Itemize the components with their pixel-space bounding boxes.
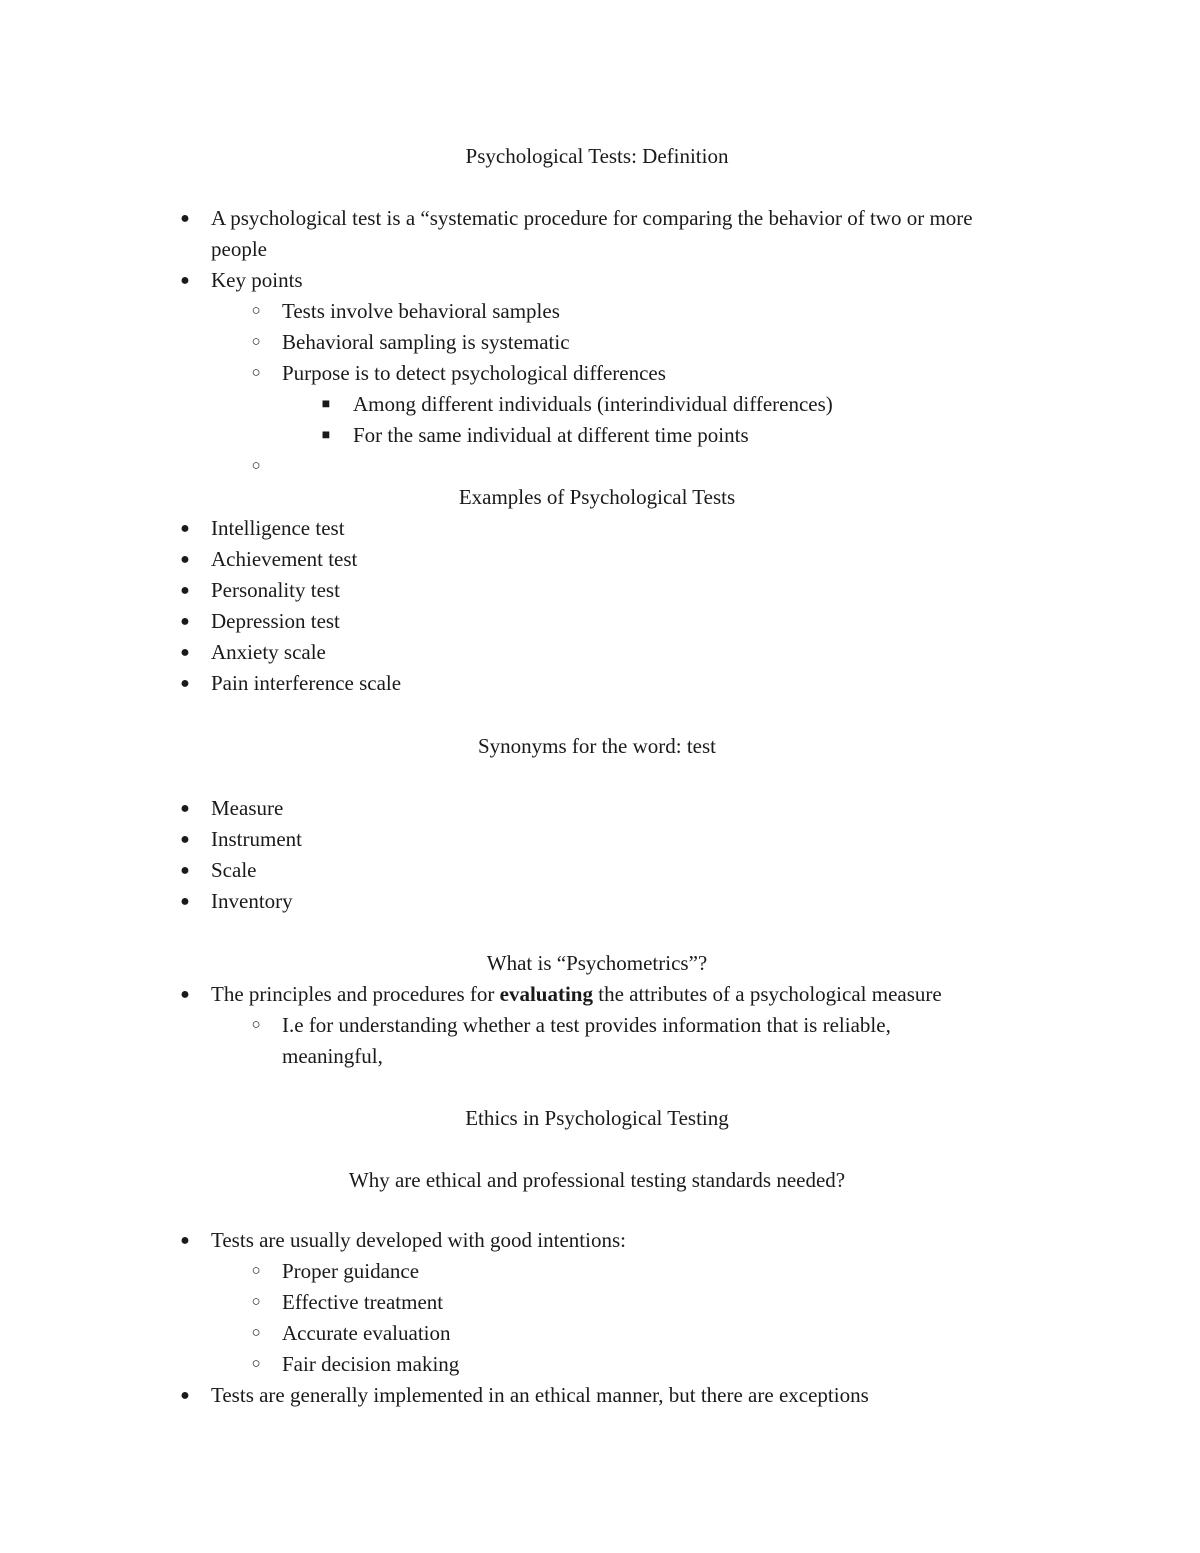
example-item: Anxiety scale <box>211 640 326 664</box>
circle-marker: ○ <box>251 334 261 350</box>
example-item: Pain interference scale <box>211 671 402 695</box>
bullet-marker: ● <box>180 582 190 599</box>
bullet-marker: ● <box>180 613 190 630</box>
example-item: Achievement test <box>211 547 358 571</box>
example-item: Personality test <box>211 578 340 602</box>
bullet-marker: ● <box>180 520 190 537</box>
difference-item: Among different individuals (interindividual differences) <box>353 392 833 416</box>
bullet-marker: ● <box>180 675 190 692</box>
exceptions-item: Tests are generally implemented in an ethical manner, but there are exceptions <box>211 1383 869 1407</box>
heading-ethics: Ethics in Psychological Testing <box>465 1106 729 1130</box>
heading-definition: Psychological Tests: Definition <box>465 144 729 168</box>
square-marker: ■ <box>321 428 331 443</box>
synonym-item: Scale <box>211 858 257 882</box>
bullet-marker: ● <box>180 800 190 817</box>
bullet-marker: ● <box>180 1232 190 1249</box>
definition-text-start: The principles and procedures for <box>211 982 500 1006</box>
example-item: Intelligence test <box>211 516 345 540</box>
square-marker: ■ <box>321 397 331 412</box>
synonym-item: Measure <box>211 796 284 820</box>
empty-circle-marker: ○ <box>251 458 261 474</box>
bullet-marker: ● <box>180 831 190 848</box>
heading-synonyms: Synonyms for the word: test <box>478 734 716 758</box>
intention-item: Proper guidance <box>282 1259 420 1283</box>
definition-bold-word: evaluating <box>499 982 593 1006</box>
key-point-item: Purpose is to detect psychological differences <box>282 361 666 385</box>
example-item: Depression test <box>211 609 340 633</box>
intention-item: Fair decision making <box>282 1352 460 1376</box>
bullet-marker: ● <box>180 644 190 661</box>
heading-psychometrics: What is “Psychometrics”? <box>486 951 708 975</box>
heading-examples: Examples of Psychological Tests <box>458 485 736 509</box>
key-point-item: Tests involve behavioral samples <box>282 299 560 323</box>
circle-marker: ○ <box>251 1263 261 1279</box>
bullet-marker: ● <box>180 862 190 879</box>
circle-marker: ○ <box>251 1294 261 1310</box>
psychometrics-definition <box>211 979 942 1010</box>
bullet-marker: ● <box>180 893 190 910</box>
bullet-marker: ● <box>180 210 190 227</box>
synonym-item: Inventory <box>211 889 293 913</box>
bullet-marker: ● <box>180 986 190 1003</box>
bullet-marker: ● <box>180 551 190 568</box>
circle-marker: ○ <box>251 1356 261 1372</box>
key-point-item: Behavioral sampling is systematic <box>282 330 570 354</box>
bullet-marker: ● <box>180 272 190 289</box>
definition-item: A psychological test is a “systematic procedure for comparing the behavior of two or more people <box>211 206 973 261</box>
key-points-item: Key points <box>211 268 303 292</box>
ethics-question: Why are ethical and professional testing standards needed? <box>348 1168 846 1192</box>
synonym-item: Instrument <box>211 827 302 851</box>
definition-text-end: the attributes of a psychological measure <box>592 982 942 1006</box>
intentions-item: Tests are usually developed with good intentions: <box>211 1228 626 1252</box>
circle-marker: ○ <box>251 1017 261 1033</box>
circle-marker: ○ <box>251 303 261 319</box>
intention-item: Accurate evaluation <box>282 1321 451 1345</box>
intention-item: Effective treatment <box>282 1290 444 1314</box>
circle-marker: ○ <box>251 1325 261 1341</box>
circle-marker: ○ <box>251 365 261 381</box>
psychometrics-sub-item: I.e for understanding whether a test provides information that is reliable, meaningful, <box>282 1013 891 1068</box>
bullet-marker: ● <box>180 1387 190 1404</box>
difference-item: For the same individual at different time points <box>353 423 749 447</box>
